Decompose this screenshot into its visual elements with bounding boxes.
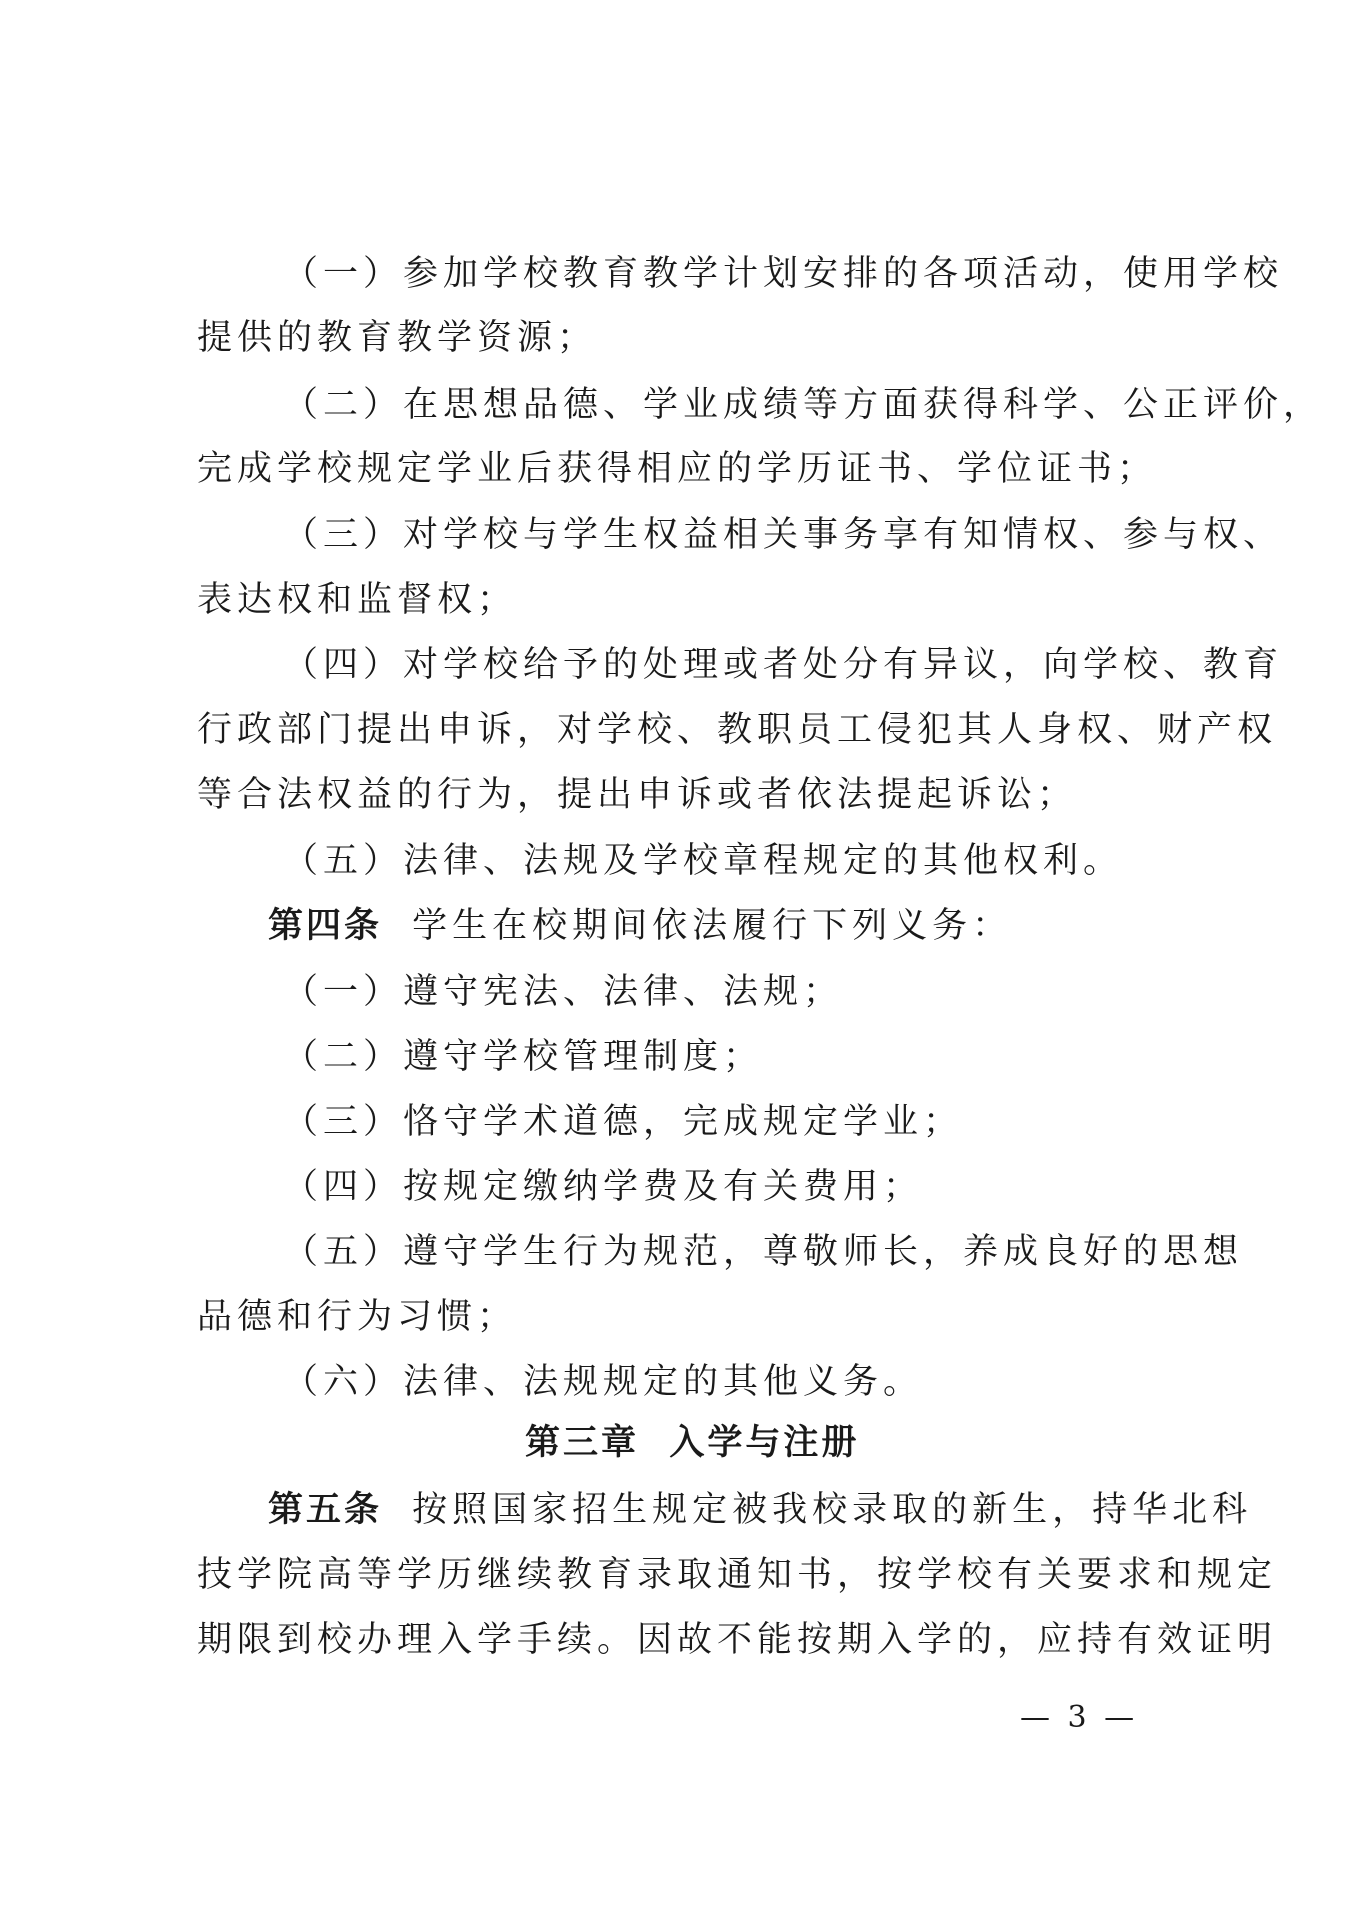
rights-item-4-line-2: 行政部门提出申诉，对学校、教职员工侵犯其人身权、财产权 [197,710,1278,750]
rights-item-3-line-2: 表达权和监督权； [197,580,518,620]
duty-item-5-line-2: 品德和行为习惯； [197,1297,518,1337]
rights-item-4-line-3: 等合法权益的行为，提出申诉或者依法提起诉讼； [197,775,1078,815]
duty-item-5-line-1: （五）遵守学生行为规范，尊敬师长，养成良好的思想 [283,1232,1244,1272]
rights-item-2-line-2: 完成学校规定学业后获得相应的学历证书、学位证书； [197,449,1158,489]
rights-item-3-line-1: （三）对学校与学生权益相关事务享有知情权、参与权、 [283,515,1284,555]
chapter-3-title: 第三章 入学与注册 [525,1423,860,1463]
rights-item-2-line-1: （二）在思想品德、学业成绩等方面获得科学、公正评价， [283,385,1324,425]
rights-item-1-line-2: 提供的教育教学资源； [197,318,598,358]
duty-item-3: （三）恪守学术道德，完成规定学业； [283,1102,964,1142]
rights-item-1-line-1: （一）参加学校教育教学计划安排的各项活动，使用学校 [283,254,1284,294]
duty-item-6: （六）法律、法规规定的其他义务。 [283,1362,924,1402]
article-5-line-1 [268,1488,1252,1532]
page-number: — 3 — [1020,1700,1139,1735]
article-5-text: 按照国家招生规定被我校录取的新生，持华北科 [412,1490,1253,1530]
article-4 [268,904,1012,948]
article-5-line-2: 技学院高等学历继续教育录取通知书，按学校有关要求和规定 [197,1555,1278,1595]
article-4-heading: 第四条 [268,906,383,946]
duty-item-2: （二）遵守学校管理制度； [283,1037,764,1077]
article-4-text: 学生在校期间依法履行下列义务： [412,906,1013,946]
rights-item-5: （五）法律、法规及学校章程规定的其他权利。 [283,841,1124,881]
article-5-line-3: 期限到校办理入学手续。因故不能按期入学的，应持有效证明 [197,1620,1278,1660]
rights-item-4-line-1: （四）对学校给予的处理或者处分有异议，向学校、教育 [283,645,1284,685]
duty-item-1: （一）遵守宪法、法律、法规； [283,972,844,1012]
duty-item-4: （四）按规定缴纳学费及有关费用； [283,1167,924,1207]
article-5-heading: 第五条 [268,1490,383,1530]
